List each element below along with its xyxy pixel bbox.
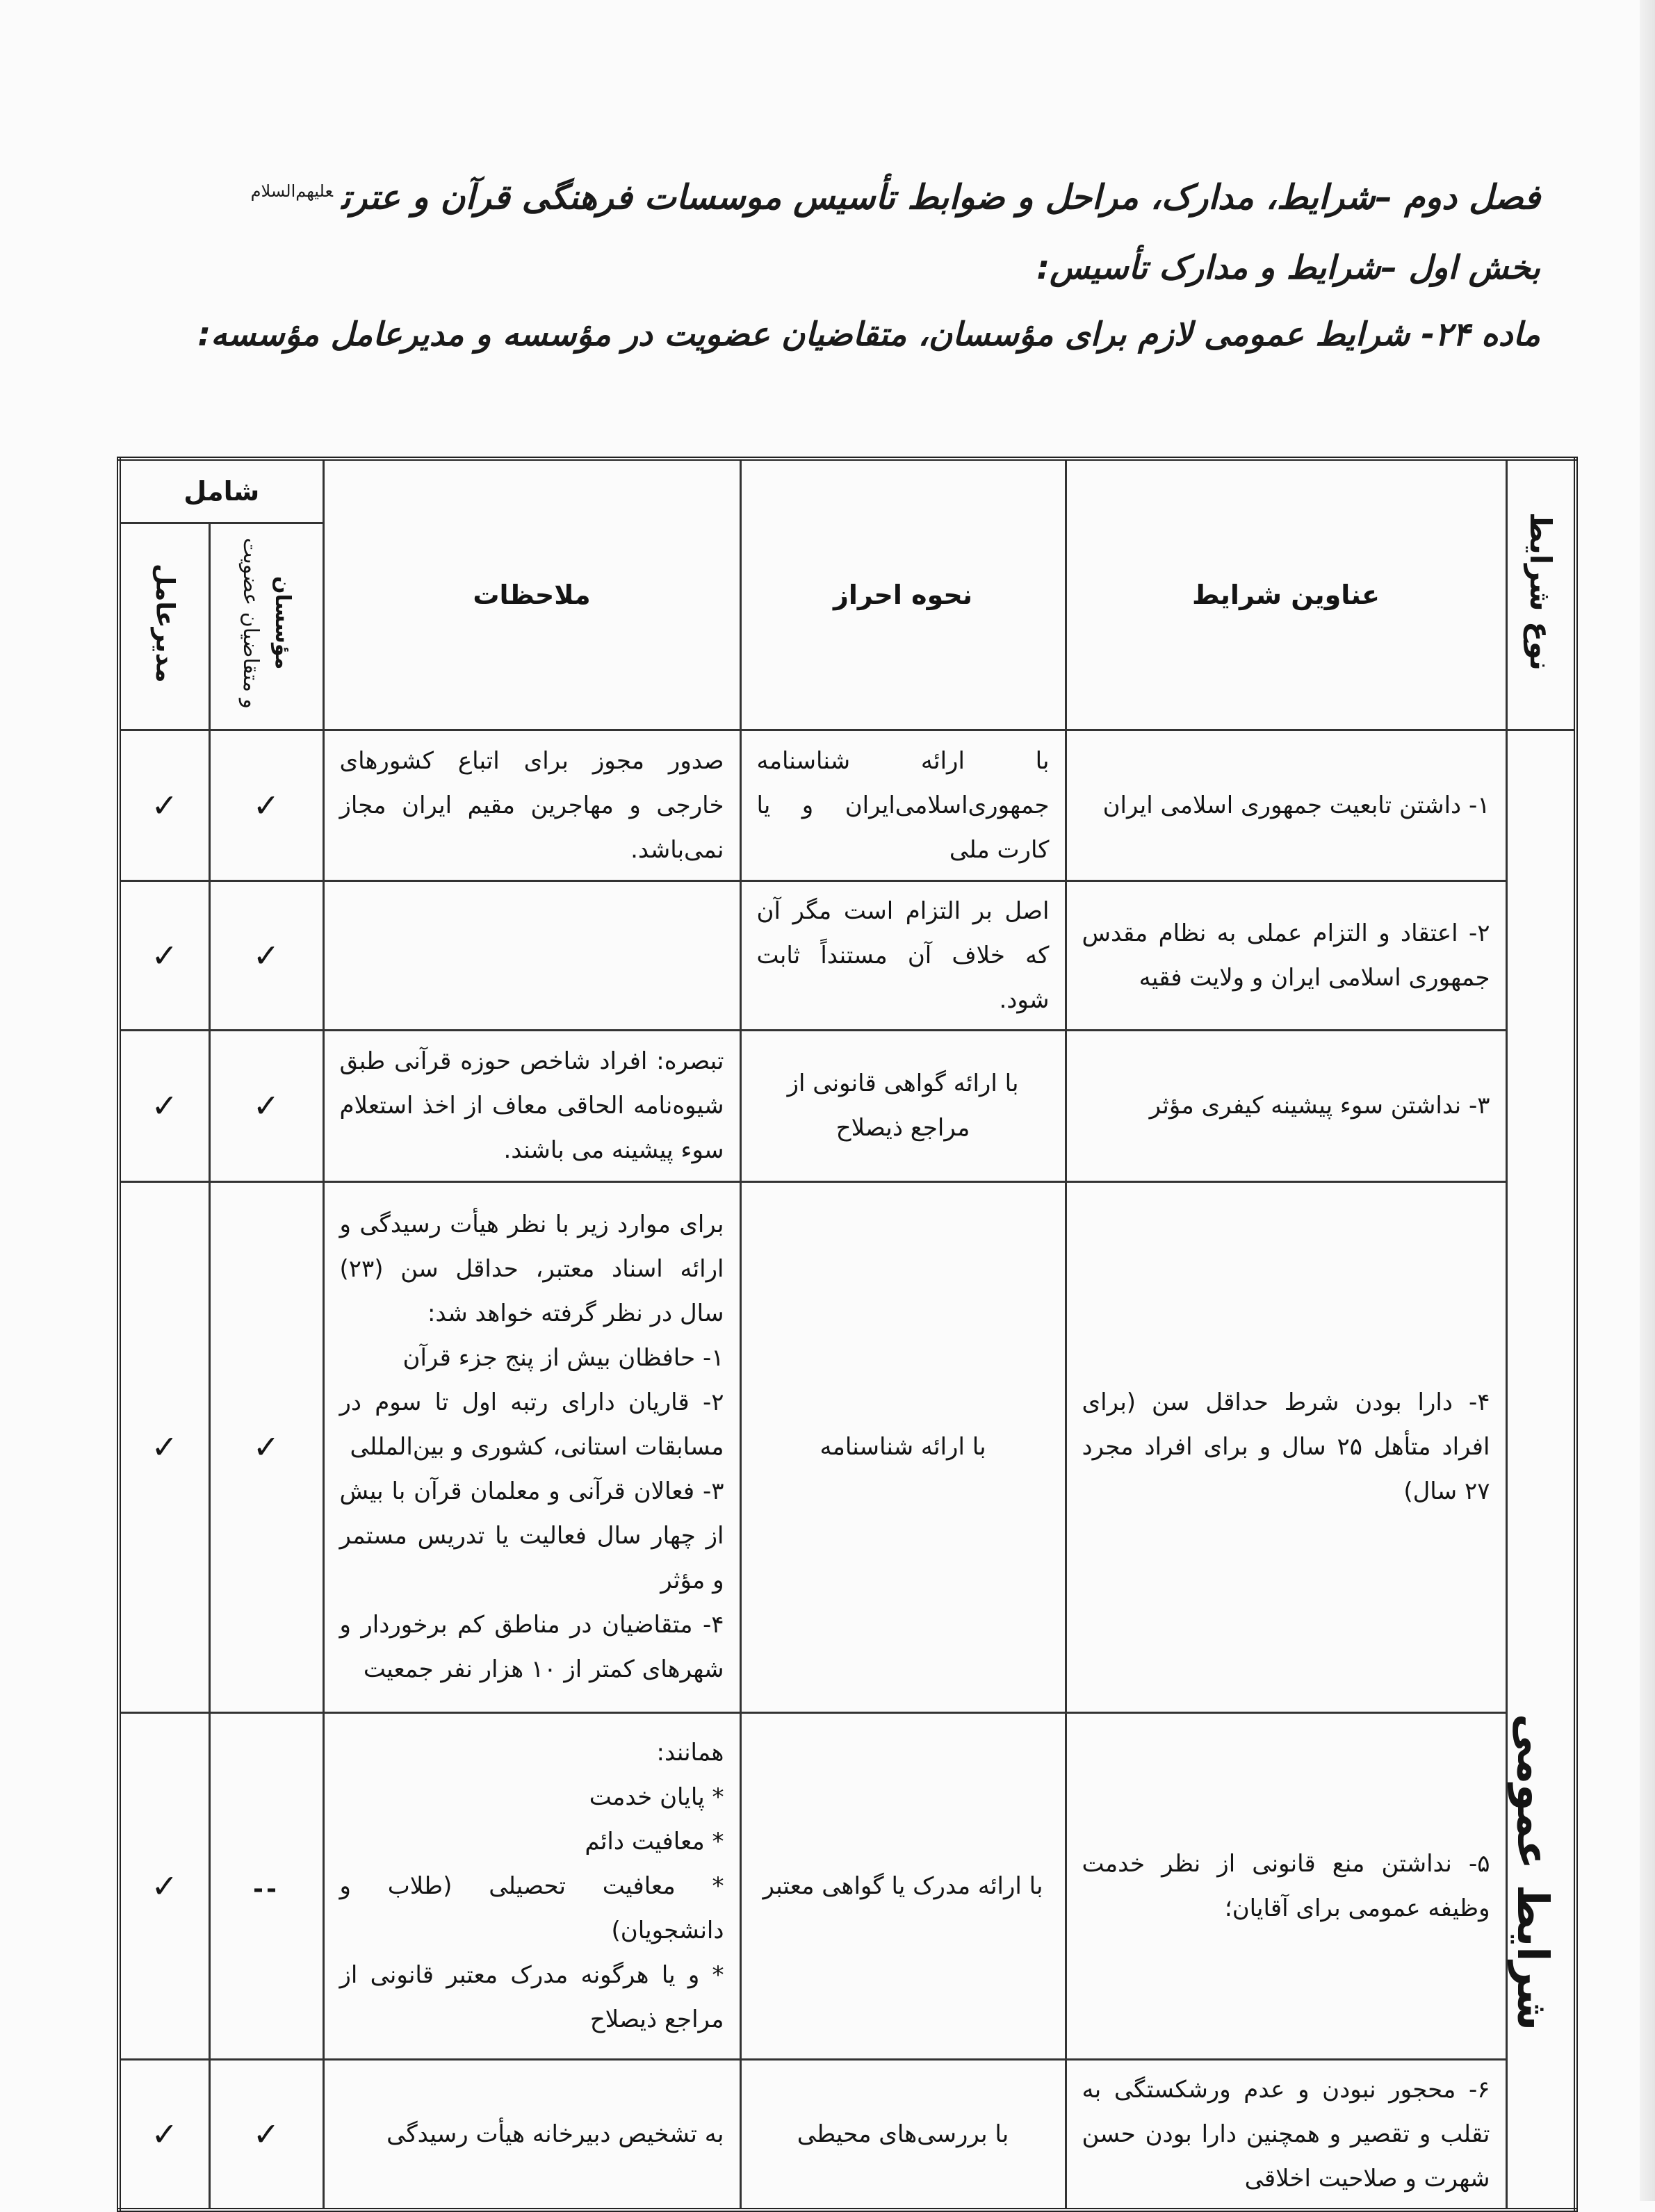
ceo-check-icon: ✓ — [119, 1181, 209, 1712]
ceo-check-icon: ✓ — [119, 1030, 209, 1181]
condition-cell: ۶- محجور نبودن و عدم ورشکستگی به تقلب و تقصیر و همچنین دارا بودن حسن شهرت و صلاحیت اخلاقی — [1066, 2059, 1506, 2210]
notes-cell — [323, 880, 740, 1030]
method-cell: اصل بر التزام است مگر آن که خلاف آن مستنداً ثابت شود. — [740, 880, 1066, 1030]
header-type: نوع شرایط — [1506, 459, 1576, 730]
table-row — [119, 1712, 1576, 2059]
header-row-1 — [119, 459, 1576, 523]
notes-cell — [323, 1030, 740, 1181]
header-notes: ملاحظات — [323, 459, 740, 730]
founders-check-icon: ✓ — [209, 1030, 323, 1181]
section-heading: بخش اول –شرایط و مدارک تأسیس: — [1036, 249, 1540, 288]
notes-cell — [323, 2059, 740, 2210]
table-row — [119, 1181, 1576, 1712]
header-condition: عناوین شرایط — [1066, 459, 1506, 730]
chapter-heading — [150, 170, 1540, 218]
table-row — [119, 880, 1576, 1030]
note-line: همانند: — [656, 1738, 724, 1767]
method-cell: با بررسی‌های محیطی — [740, 2059, 1066, 2210]
note-line: برای موارد زیر با نظر هیأت رسیدگی و ارائه اسناد معتبر، حداقل سن (۲۳) سال در نظر گرفته خواهد شد: — [339, 1211, 724, 1327]
note-line: * و یا هرگونه مدرک معتبر قانونی از مراجع ذیصلاح — [339, 1960, 724, 2033]
condition-cell: ۱- داشتن تابعیت جمهوری اسلامی ایران — [1066, 730, 1506, 880]
notes-cell — [323, 1181, 740, 1712]
note-line: صدور مجوز برای اتباع کشورهای خارجی و مهاجرین مقیم ایران مجاز نمی‌باشد. — [339, 746, 724, 864]
article-heading: ماده ۲۴- شرایط عمومی لازم برای مؤسسان، متقاضیان عضویت در مؤسسه و مدیرعامل مؤسسه: — [197, 316, 1540, 354]
note-line: ۳- فعالان قرآنی و معلمان قرآن با بیش از چهار سال فعالیت یا تدریس مستمر و مؤثر — [339, 1477, 724, 1594]
notes-cell — [323, 1712, 740, 2059]
founders-check-icon: ✓ — [209, 880, 323, 1030]
ceo-check-icon: ✓ — [119, 880, 209, 1030]
chapter-title: فصل دوم –شرایط، مدارک، مراحل و ضوابط تأسیس موسسات فرهنگی قرآن و عترت — [341, 177, 1540, 218]
founders-check-icon: ✓ — [209, 1181, 323, 1712]
header-includes: شامل — [119, 459, 323, 523]
note-line: * معافیت تحصیلی (طلاب و دانشجویان) — [339, 1871, 724, 1944]
condition-cell: ۳- نداشتن سوء پیشینه کیفری مؤثر — [1066, 1030, 1506, 1181]
header-founders: مؤسسان و متقاضیان عضویت — [209, 523, 323, 730]
table-row — [119, 2059, 1576, 2210]
table-row — [119, 1030, 1576, 1181]
conditions-table — [117, 457, 1578, 2212]
founders-dash: -- — [209, 1712, 323, 2059]
note-line: ۱- حافظان بیش از پنج جزء قرآن — [402, 1344, 724, 1372]
table-row — [119, 730, 1576, 880]
note-line: به تشخیص دبیرخانه هیأت رسیدگی — [386, 2120, 724, 2148]
note-line: ۴- متقاضیان در مناطق کم برخوردار و شهرهای کمتر از ۱۰ هزار نفر جمعیت — [339, 1611, 724, 1683]
headings — [150, 170, 1540, 356]
ceo-check-icon: ✓ — [119, 2059, 209, 2210]
category-cell: شرایط عمومی — [1506, 730, 1576, 2210]
page-edge — [1640, 0, 1655, 2201]
note-line: ۲- قاریان دارای رتبه اول تا سوم در مسابقات استانی، کشوری و بین‌المللی — [339, 1388, 724, 1461]
condition-cell: ۲- اعتقاد و التزام عملی به نظام مقدس جمهوری اسلامی ایران و ولایت فقیه — [1066, 880, 1506, 1030]
founders-check-icon: ✓ — [209, 730, 323, 880]
note-line: تبصره: افراد شاخص حوزه قرآنی طبق شیوه‌نامه الحاقی معاف از اخذ استعلام سوء پیشینه می باشند. — [339, 1047, 724, 1164]
note-line: * معافیت دائم — [585, 1827, 724, 1855]
condition-cell: ۵- نداشتن منع قانونی از نظر خدمت وظیفه عمومی برای آقایان؛ — [1066, 1712, 1506, 2059]
condition-cell: ۴- دارا بودن شرط حداقل سن (برای افراد متأهل ۲۵ سال و برای افراد مجرد ۲۷ سال) — [1066, 1181, 1506, 1712]
ceo-check-icon: ✓ — [119, 730, 209, 880]
method-cell: با ارائه شناسنامه — [740, 1181, 1066, 1712]
chapter-honorific: علیهم‌السلام — [250, 181, 334, 201]
header-method: نحوه احراز — [740, 459, 1066, 730]
founders-check-icon: ✓ — [209, 2059, 323, 2210]
notes-cell — [323, 730, 740, 880]
note-line: * پایان خدمت — [589, 1783, 724, 1811]
method-cell: با ارائه گواهی قانونی از مراجع ذیصلاح — [740, 1030, 1066, 1181]
header-ceo: مدیرعامل — [119, 523, 209, 730]
method-cell: با ارائه شناسنامه جمهوری‌اسلامی‌ایران و یا کارت ملی — [740, 730, 1066, 880]
ceo-check-icon: ✓ — [119, 1712, 209, 2059]
table-body — [119, 730, 1576, 2210]
method-cell: با ارائه مدرک یا گواهی معتبر — [740, 1712, 1066, 2059]
